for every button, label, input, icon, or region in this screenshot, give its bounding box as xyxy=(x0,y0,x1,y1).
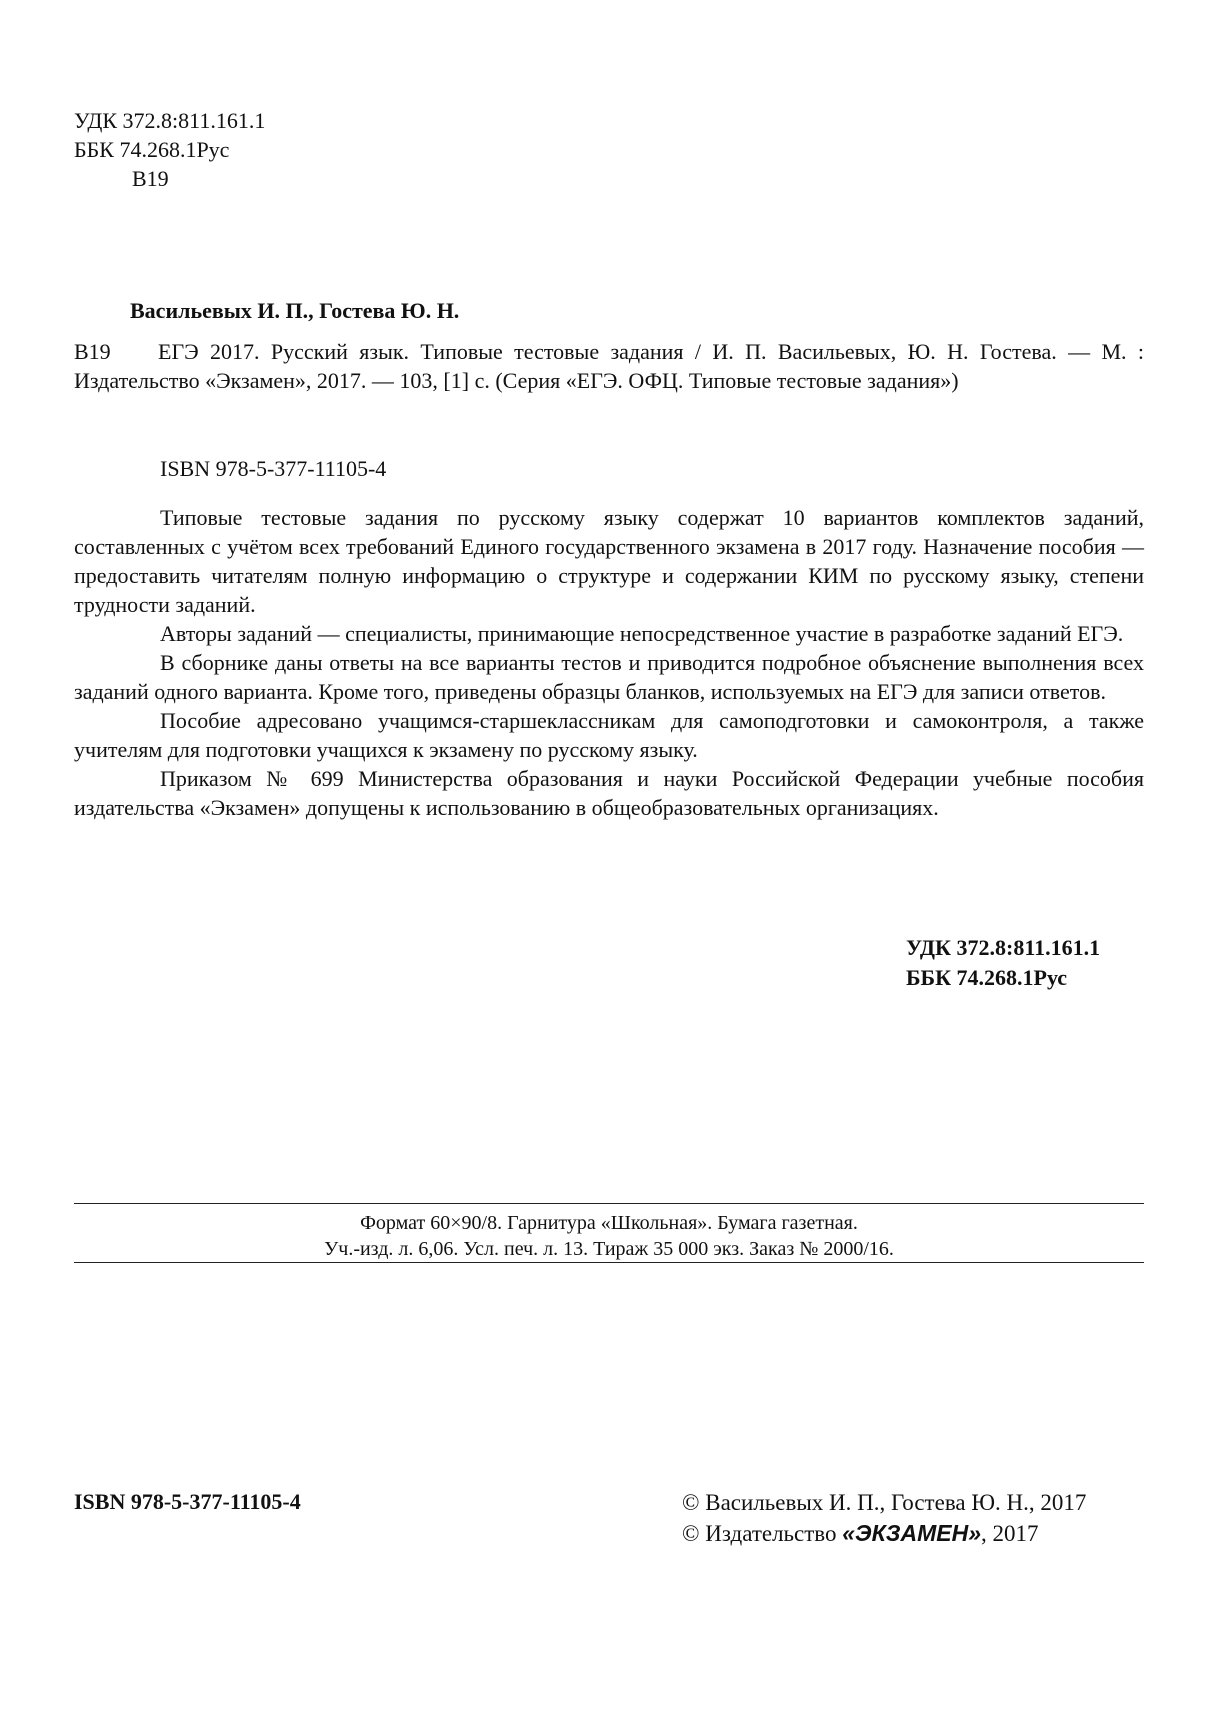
imprint-bottom-divider xyxy=(74,1262,1144,1263)
publisher-brand: «ЭКЗАМЕН» xyxy=(842,1520,982,1546)
udk-code-bold: УДК 372.8:811.161.1 xyxy=(906,935,1101,960)
abstract-paragraph: Пособие адресовано учащимся-старшеклассникам для самоподготовки и самоконтроля, а также учителям для подготовки учащихся к экзамену по русскому языку. xyxy=(74,708,1144,762)
catalog-entry xyxy=(74,337,1144,395)
footer-isbn: ISBN 978-5-377-11105-4 xyxy=(74,1489,301,1514)
copyright-authors: © Васильевых И. П., Гостева Ю. Н., 2017 xyxy=(682,1490,1087,1515)
copyright-publisher-prefix: © Издательство xyxy=(682,1521,843,1546)
abstract xyxy=(74,503,1144,822)
copyright-publisher-suffix: , 2017 xyxy=(981,1521,1039,1546)
catalog-description: ЕГЭ 2017. Русский язык. Типовые тестовые задания / И. П. Васильевых, Ю. Н. Гостева. — М. : Издательство «Экзамен», 2017. — 103, [1] с. (Серия «ЕГЭ. ОФЦ. Типовые тестовые задания») xyxy=(74,339,1144,393)
abstract-paragraph: В сборнике даны ответы на все варианты тестов и приводится подробное объяснение выполнения всех заданий одного варианта. Кроме того, приведены образцы бланков, используемых на ЕГЭ для записи ответов. xyxy=(74,650,1144,704)
abstract-paragraph: Приказом № 699 Министерства образования и науки Российской Федерации учебные пособия издательства «Экзамен» допущены к использованию в общеобразовательных организациях. xyxy=(74,766,1144,820)
authors-heading: Васильевых И. П., Гостева Ю. Н. xyxy=(130,298,460,323)
imprint-block xyxy=(74,1210,1144,1262)
catalog-isbn: ISBN 978-5-377-11105-4 xyxy=(160,456,387,481)
imprint-format-line: Формат 60×90/8. Гарнитура «Школьная». Бумага газетная. xyxy=(360,1212,858,1234)
imprint-print-line: Уч.-изд. л. 6,06. Усл. печ. л. 13. Тираж 35 000 экз. Заказ № 2000/16. xyxy=(324,1238,894,1260)
author-mark: В19 xyxy=(132,166,169,191)
copyright-block xyxy=(682,1487,1086,1549)
bbk-code: ББК 74.268.1Рус xyxy=(74,137,230,162)
imprint-top-divider xyxy=(74,1203,1144,1204)
abstract-paragraph: Типовые тестовые задания по русскому языку содержат 10 вариантов комплектов заданий, составленных с учётом всех требований Единого государственного экзамена в 2017 году. Назначение пособия — предоставить читателям полную информацию о структуре и содержании КИМ по русскому языку, степени трудности заданий. xyxy=(74,505,1144,617)
copyright-publisher xyxy=(682,1518,1086,1549)
catalog-code: В19 xyxy=(74,339,111,364)
udk-code: УДК 372.8:811.161.1 xyxy=(74,108,266,133)
bottom-classification-codes xyxy=(906,933,1100,993)
abstract-paragraph: Авторы заданий — специалисты, принимающие непосредственное участие в разработке заданий ЕГЭ. xyxy=(160,621,1124,646)
bbk-code-bold: ББК 74.268.1Рус xyxy=(906,965,1068,990)
header-classification-codes xyxy=(74,106,265,193)
